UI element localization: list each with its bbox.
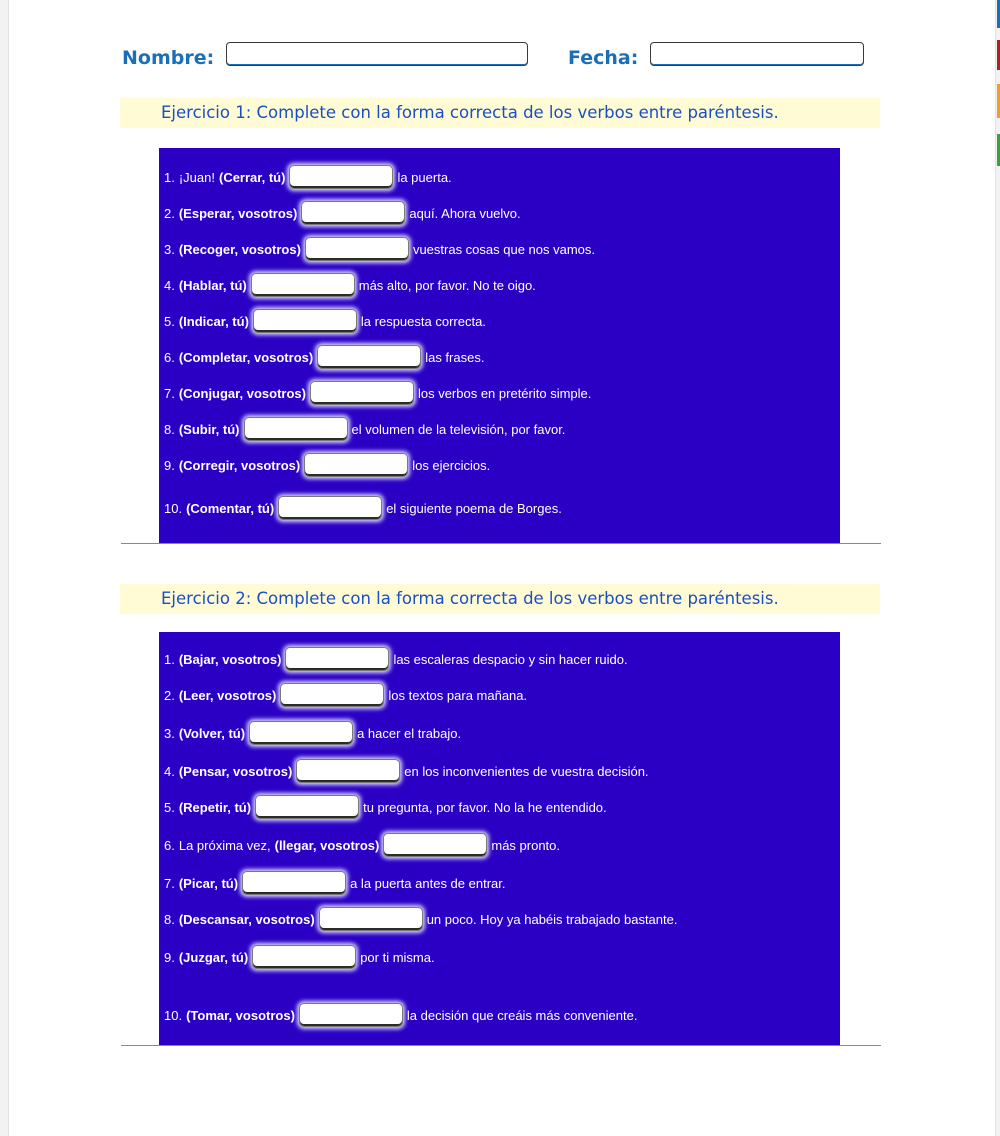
item-suffix: la decisión que creáis más conveniente. xyxy=(406,1007,638,1023)
item-suffix: la respuesta correcta. xyxy=(360,313,486,329)
answer-blank[interactable] xyxy=(255,795,359,819)
item-suffix: en los inconvenientes de vuestra decisión. xyxy=(404,763,649,779)
date-field[interactable] xyxy=(650,42,864,66)
answer-blank[interactable] xyxy=(383,833,487,857)
item-number: 7. xyxy=(164,385,175,401)
exercise-item xyxy=(164,493,562,523)
item-verb: (Juzgar, tú) xyxy=(178,949,249,965)
answer-blank[interactable] xyxy=(278,496,382,520)
exercise-item xyxy=(164,270,536,300)
item-verb: (Picar, tú) xyxy=(178,875,239,891)
item-suffix: las escaleras despacio y sin hacer ruido. xyxy=(393,651,628,667)
item-number: 10. xyxy=(164,500,183,516)
item-suffix: la puerta. xyxy=(397,169,452,185)
item-number: 8. xyxy=(164,421,175,437)
exercise-item xyxy=(164,756,649,786)
answer-blank[interactable] xyxy=(305,237,409,261)
answer-blank[interactable] xyxy=(319,907,423,931)
exercise-1-divider xyxy=(121,543,881,544)
item-verb: (Conjugar, vosotros) xyxy=(178,385,306,401)
answer-blank[interactable] xyxy=(249,721,353,745)
item-verb: (Tomar, vosotros) xyxy=(186,1007,295,1023)
item-number: 6. xyxy=(164,349,175,365)
exercise-1-panel xyxy=(159,148,840,544)
answer-blank[interactable] xyxy=(299,1003,403,1027)
exercise-item xyxy=(164,904,677,934)
exercise-1-title: Ejercicio 1: Complete con la forma correcta de los verbos entre paréntesis. xyxy=(120,98,880,128)
exercise-2-title: Ejercicio 2: Complete con la forma correcta de los verbos entre paréntesis. xyxy=(120,584,880,614)
item-verb: (llegar, vosotros) xyxy=(274,837,380,853)
item-verb: (Subir, tú) xyxy=(178,421,240,437)
answer-blank[interactable] xyxy=(253,309,357,333)
item-verb: (Completar, vosotros) xyxy=(178,349,314,365)
item-suffix: las frases. xyxy=(425,349,485,365)
item-suffix: vuestras cosas que nos vamos. xyxy=(412,241,596,257)
exercise-item xyxy=(164,1000,637,1030)
exercise-item xyxy=(164,718,461,748)
answer-blank[interactable] xyxy=(280,683,384,707)
item-verb: (Repetir, tú) xyxy=(178,799,252,815)
item-suffix: a hacer el trabajo. xyxy=(357,725,462,741)
item-number: 2. xyxy=(164,205,175,221)
item-number: 5. xyxy=(164,313,175,329)
answer-blank[interactable] xyxy=(242,871,346,895)
item-verb: (Recoger, vosotros) xyxy=(178,241,301,257)
item-verb: (Corregir, vosotros) xyxy=(178,457,301,473)
item-prefix: La próxima vez, xyxy=(178,837,271,853)
item-suffix: por ti misma. xyxy=(360,949,435,965)
item-verb: (Indicar, tú) xyxy=(178,313,249,329)
item-number: 6. xyxy=(164,837,175,853)
exercise-item xyxy=(164,414,565,444)
exercise-item xyxy=(164,450,490,480)
item-verb: (Descansar, vosotros) xyxy=(178,911,315,927)
item-verb: (Volver, tú) xyxy=(178,725,246,741)
item-number: 4. xyxy=(164,763,175,779)
exercise-item xyxy=(164,680,527,710)
exercise-item xyxy=(164,830,560,860)
answer-blank[interactable] xyxy=(251,273,355,297)
answer-blank[interactable] xyxy=(244,417,348,441)
name-field[interactable] xyxy=(226,42,528,66)
item-suffix: el volumen de la televisión, por favor. xyxy=(351,421,566,437)
item-prefix: ¡Juan! xyxy=(178,169,215,185)
item-verb: (Hablar, tú) xyxy=(178,277,247,293)
exercise-item xyxy=(164,306,486,336)
item-suffix: los verbos en pretérito simple. xyxy=(417,385,592,401)
name-label: Nombre: xyxy=(122,47,215,69)
item-verb: (Cerrar, tú) xyxy=(218,169,286,185)
item-number: 2. xyxy=(164,687,175,703)
item-verb: (Leer, vosotros) xyxy=(178,687,277,703)
exercise-item xyxy=(164,162,452,192)
answer-blank[interactable] xyxy=(310,381,414,405)
item-suffix: más pronto. xyxy=(491,837,561,853)
item-number: 3. xyxy=(164,241,175,257)
item-number: 1. xyxy=(164,169,175,185)
exercise-item xyxy=(164,342,484,372)
item-suffix: un poco. Hoy ya habéis trabajado bastante. xyxy=(426,911,678,927)
item-number: 4. xyxy=(164,277,175,293)
date-label: Fecha: xyxy=(568,47,639,69)
exercise-item xyxy=(164,792,607,822)
item-number: 9. xyxy=(164,457,175,473)
item-verb: (Bajar, vosotros) xyxy=(178,651,282,667)
item-number: 9. xyxy=(164,949,175,965)
item-suffix: el siguiente poema de Borges. xyxy=(386,500,562,516)
item-number: 5. xyxy=(164,799,175,815)
item-suffix: los ejercicios. xyxy=(412,457,491,473)
item-number: 3. xyxy=(164,725,175,741)
exercise-item xyxy=(164,942,435,972)
item-suffix: a la puerta antes de entrar. xyxy=(350,875,506,891)
item-verb: (Pensar, vosotros) xyxy=(178,763,293,779)
exercise-2-panel xyxy=(159,632,840,1046)
answer-blank[interactable] xyxy=(285,647,389,671)
answer-blank[interactable] xyxy=(289,165,393,189)
item-suffix: los textos para mañana. xyxy=(388,687,528,703)
item-number: 10. xyxy=(164,1007,183,1023)
item-suffix: más alto, por favor. No te oigo. xyxy=(358,277,536,293)
answer-blank[interactable] xyxy=(252,945,356,969)
item-verb: (Comentar, tú) xyxy=(186,500,275,516)
item-number: 8. xyxy=(164,911,175,927)
exercise-item xyxy=(164,644,628,674)
answer-blank[interactable] xyxy=(296,759,400,783)
item-suffix: aquí. Ahora vuelvo. xyxy=(409,205,521,221)
exercise-item xyxy=(164,378,591,408)
item-number: 1. xyxy=(164,651,175,667)
answer-blank[interactable] xyxy=(304,453,408,477)
exercise-item xyxy=(164,234,595,264)
answer-blank[interactable] xyxy=(301,201,405,225)
item-number: 7. xyxy=(164,875,175,891)
item-suffix: tu pregunta, por favor. No la he entendido. xyxy=(363,799,607,815)
exercise-item xyxy=(164,868,505,898)
answer-blank[interactable] xyxy=(317,345,421,369)
exercise-2-divider xyxy=(121,1045,881,1046)
item-verb: (Esperar, vosotros) xyxy=(178,205,298,221)
exercise-item xyxy=(164,198,521,228)
